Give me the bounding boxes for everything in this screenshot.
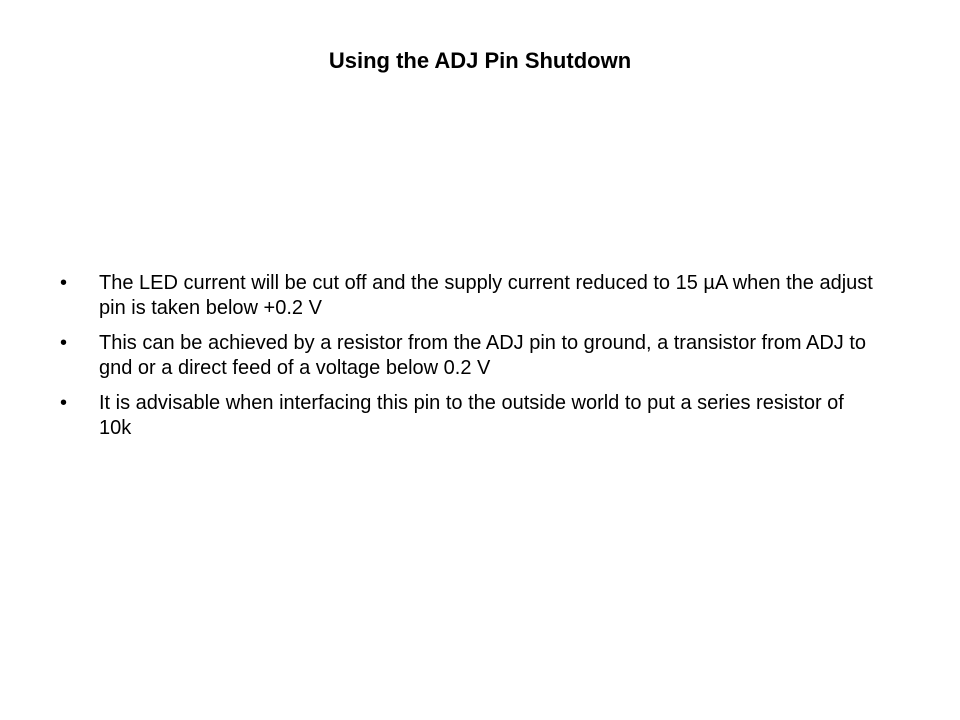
bullet-item (60, 391, 880, 441)
bullet-item (60, 331, 880, 381)
bullet-icon: • (60, 272, 68, 294)
bullet-icon: • (60, 392, 68, 414)
bullet-icon: • (60, 332, 68, 354)
bullet-text: The LED current will be cut off and the supply current reduced to 15 µA when the adjust pin is taken below +0.2 V (99, 272, 873, 319)
bullet-list (60, 271, 880, 451)
bullet-item (60, 271, 880, 321)
slide-title: Using the ADJ Pin Shutdown (328, 48, 632, 73)
bullet-text: It is advisable when interfacing this pin to the outside world to put a series resistor of 10k (99, 392, 844, 439)
bullet-text: This can be achieved by a resistor from the ADJ pin to ground, a transistor from ADJ to gnd or a direct feed of a voltage below 0.2 V (99, 332, 867, 379)
